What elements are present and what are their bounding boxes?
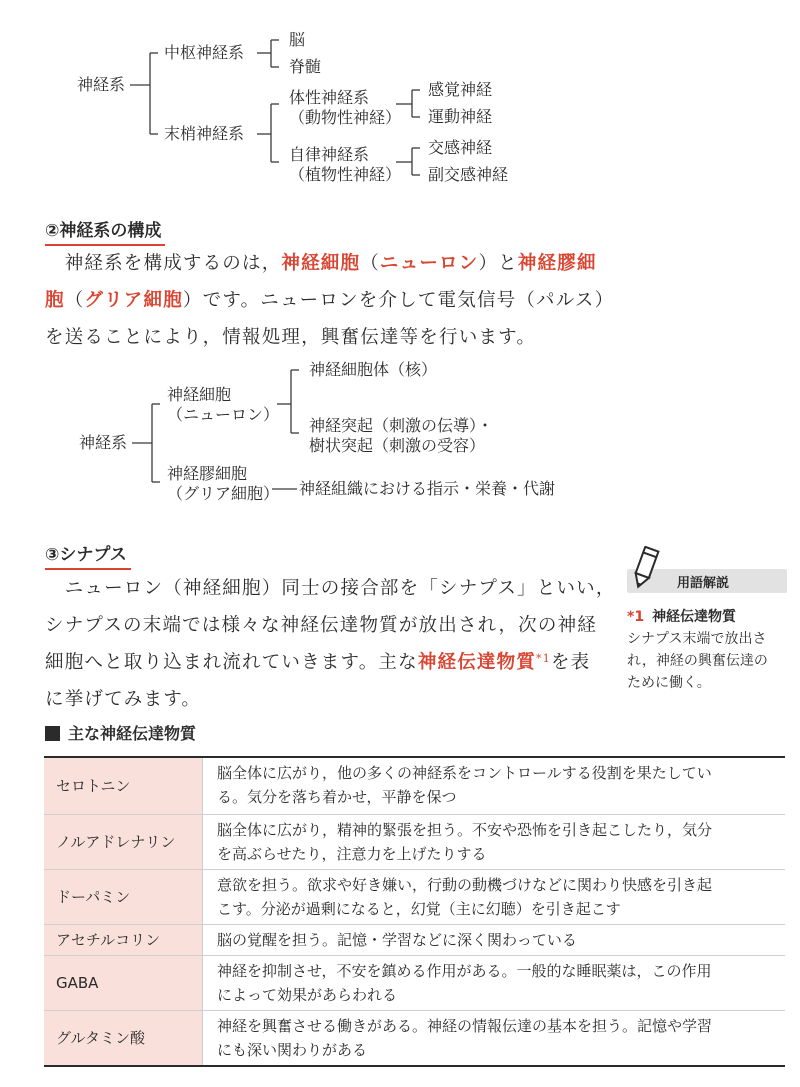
desc-line: る。気分を落ち着かせ，平静を保つ	[217, 788, 457, 806]
table-row	[44, 814, 785, 869]
tree1-sympathetic: 交感神経	[428, 138, 493, 157]
text-span: （	[64, 290, 85, 311]
tree2-neuron-alt: （ニューロン）	[167, 405, 280, 424]
desc-line: 意欲を担う。欲求や好き嫌い，行動の動機づけなどに関わり快感を引き起	[217, 875, 713, 894]
desc-line: にも深い関わりがある	[217, 1040, 368, 1059]
row-desc	[203, 924, 786, 955]
glossary-entry	[627, 606, 792, 694]
row-desc	[203, 757, 786, 814]
table-row	[44, 757, 785, 814]
tree1-pns: 末梢神経系	[164, 124, 245, 143]
desc-line: 脳全体に広がり，他の多くの神経系をコントロールする役割を果たしてい	[217, 764, 712, 782]
paragraph-line: シナプスの末端では様々な神経伝達物質が放出され，次の神経	[45, 615, 597, 636]
glossary-line: ために働く。	[627, 675, 711, 691]
tree1-somatic: 体性神経系	[289, 88, 370, 107]
desc-line: 神経を抑制させ，不安を鎮める作用がある。一般的な睡眠薬は，この作用	[217, 961, 712, 980]
table-row	[44, 924, 785, 955]
highlight-glia: 神経膠細	[517, 253, 597, 274]
footnote-marker: *1	[536, 652, 551, 665]
row-name: GABA	[44, 955, 203, 1010]
section3-heading-text: ③シナプス	[45, 545, 127, 565]
desc-line: 脳の覚醒を担う。記憶・学習などに深く関わっている	[217, 930, 577, 949]
tree2-root: 神経系	[79, 433, 128, 452]
highlight-neuron: 神経細胞	[281, 253, 361, 274]
table-title	[45, 723, 196, 745]
text-span: ）です。ニューロンを介して電気信号（パルス）	[182, 290, 615, 311]
pencil-icon	[628, 546, 662, 590]
desc-line: を高ぶらせたり，注意力を上げたりする	[217, 844, 487, 863]
text-span: ）と	[478, 253, 518, 274]
tree1-sensory: 感覚神経	[428, 80, 493, 99]
tree1-motor: 運動神経	[428, 107, 493, 126]
row-name: ドーパミン	[44, 869, 203, 924]
tree2-neuron: 神経細胞	[167, 385, 232, 404]
table-row	[44, 1010, 785, 1066]
paragraph-line: を送ることにより，情報処理，興奮伝達等を行います。	[45, 327, 537, 348]
glossary-line: シナプス末端で放出さ	[627, 631, 767, 647]
desc-line: 神経を興奮させる働きがある。神経の情報伝達の基本を担う。記憶や学習	[217, 1016, 713, 1035]
row-desc	[203, 955, 786, 1010]
tree1-brain: 脳	[289, 30, 306, 49]
table-row	[44, 869, 785, 924]
square-bullet-icon	[45, 726, 60, 741]
glossary-label: 用語解説	[677, 576, 730, 591]
section2-heading-text: ②神経系の構成	[45, 221, 162, 241]
desc-line: こす。分泌が過剰になると，幻覚（主に幻聴）を引き起こす	[217, 899, 621, 918]
tree1-spinal: 脊髄	[289, 57, 322, 76]
tree1-autonomic: 自律神経系	[289, 145, 370, 164]
highlight-neuron-alt: ニューロン	[379, 253, 479, 274]
tree1-somatic-alt: （動物性神経）	[289, 108, 402, 127]
tree1-cns: 中枢神経系	[164, 43, 245, 62]
tree2-soma: 神経細胞体（核）	[309, 360, 438, 379]
glossary-line: れ，神経の興奮伝達の	[627, 653, 768, 669]
highlight-neurotransmitter: 神経伝達物質	[417, 652, 537, 673]
desc-line: 脳全体に広がり，精神的緊張を担う。不安や恐怖を引き起こしたり，気分	[217, 820, 713, 839]
row-name: セロトニン	[44, 757, 203, 814]
tree2-dendrite: 樹状突起（刺激の受容）	[309, 436, 486, 455]
tree2-glia-role: 神経組織における指示・栄養・代謝	[299, 479, 556, 498]
table-row	[44, 955, 785, 1010]
table-title-text: 主な神経伝達物質	[68, 724, 197, 743]
tree1-parasympathetic: 副交感神経	[428, 165, 509, 184]
row-name: アセチルコリン	[44, 924, 203, 955]
row-name: ノルアドレナリン	[44, 814, 203, 869]
highlight-glia-cont: 胞	[45, 290, 65, 311]
tree1-root: 神経系	[77, 75, 126, 94]
section3-heading	[45, 543, 127, 567]
text-span: を表	[550, 652, 591, 673]
paragraph-line: ニューロン（神経細胞）同士の接合部を「シナプス」といい，	[45, 578, 616, 599]
neurotransmitter-table	[44, 756, 785, 1067]
paragraph-line: に挙げてみます。	[45, 689, 202, 710]
tree1-autonomic-alt: （植物性神経）	[289, 165, 402, 184]
row-name: グルタミン酸	[44, 1010, 203, 1066]
row-desc	[203, 1010, 786, 1066]
row-desc	[203, 814, 786, 869]
row-desc	[203, 869, 786, 924]
desc-line: によって効果があらわれる	[217, 985, 398, 1004]
tree2-glia-alt: （グリア細胞）	[167, 484, 280, 503]
tree2-axon: 神経突起（刺激の伝導）・	[309, 416, 494, 435]
glossary-term: 神経伝達物質	[652, 609, 737, 625]
glossary-number: *1	[627, 609, 645, 625]
text-span: 神経系を構成するのは，	[45, 253, 282, 274]
section3-paragraph	[45, 570, 616, 718]
highlight-glia-alt: グリア細胞	[84, 290, 183, 311]
tree2-glia: 神経膠細胞	[167, 464, 248, 483]
text-span: （	[360, 253, 380, 274]
text-span: 細胞へと取り込まれ流れていきます。主な	[45, 652, 418, 673]
